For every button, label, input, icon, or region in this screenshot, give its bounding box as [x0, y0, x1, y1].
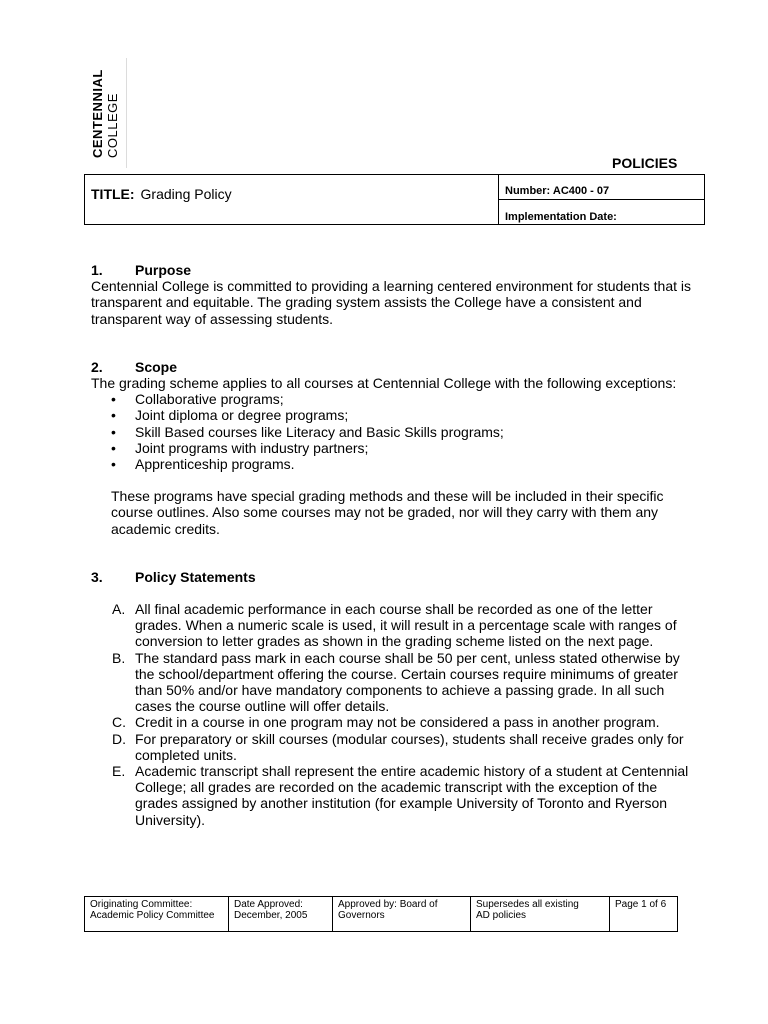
- item-marker: A.: [112, 601, 126, 618]
- list-item: [91, 601, 691, 650]
- document-category: POLICIES: [612, 155, 678, 171]
- implementation-date: Implementation Date:: [505, 211, 617, 223]
- logo-line-centennial: CENTENNIAL: [90, 69, 105, 158]
- section-title: Purpose: [135, 262, 192, 278]
- footer-cell-line: Approved by: Board of: [338, 899, 438, 910]
- section-heading-purpose: [91, 262, 691, 278]
- policy-statements-list: [91, 601, 691, 828]
- footer-cell-line: December, 2005: [234, 910, 308, 921]
- footer-cell-line: Governors: [338, 910, 385, 921]
- title-label: TITLE:: [91, 186, 135, 202]
- title-cell: [85, 175, 499, 224]
- footer-date-approved: [229, 897, 333, 931]
- section-title: Policy Statements: [135, 568, 256, 585]
- list-item: • Skill Based courses like Literacy and Basic Skills programs;: [91, 424, 691, 440]
- item-marker: D.: [112, 730, 126, 747]
- item-text: The standard pass mark in each course shall be 50 per cent, unless stated otherwise by the school/department offering the course. Certain courses require minimums of greater than 50% and/or have mandatory components to achieve a passing grade. In all such cases the course outline will offer details.: [135, 649, 680, 715]
- footer-cell-line: Supersedes all existing: [476, 899, 579, 910]
- list-item: • Apprenticeship programs.: [91, 456, 691, 472]
- section-number: 1.: [91, 262, 103, 278]
- purpose-text: Centennial College is committed to providing a learning centered environment for students that is transparent and equitable. The grading system assists the College have a consistent and transparent way of assessing students.: [91, 278, 691, 327]
- item-text: Credit in a course in one program may not be considered a pass in another program.: [135, 714, 660, 731]
- footer-table: [84, 896, 678, 932]
- section-number: 3.: [91, 568, 103, 585]
- footer-supersedes: [471, 897, 610, 931]
- footer-cell-line: Originating Committee:: [90, 899, 193, 910]
- section-number: 2.: [91, 358, 103, 375]
- section-heading-policy: [91, 569, 691, 585]
- item-marker: C.: [112, 714, 126, 731]
- number-cell: [499, 175, 704, 200]
- footer-cell-line: AD policies: [476, 910, 527, 921]
- title-table: [84, 174, 705, 225]
- section-title: Scope: [135, 358, 178, 375]
- footer-cell-line: Page 1 of 6: [615, 899, 667, 910]
- list-item: • Joint programs with industry partners;: [91, 440, 691, 456]
- title-value: Grading Policy: [140, 186, 232, 202]
- section-heading-scope: [91, 359, 691, 375]
- footer-page-number: [610, 897, 677, 931]
- scope-note: These programs have special grading methods and these will be included in their specific course outlines. Also some courses may not be graded, nor will they carry with them any academic credits.: [111, 488, 664, 537]
- document-title: [91, 186, 232, 202]
- implementation-cell: [499, 200, 704, 224]
- list-item: • Joint diploma or degree programs;: [91, 407, 691, 423]
- item-text: All final academic performance in each course shall be recorded as one of the letter grades. When a numeric scale is used, it will result in a percentage scale with ranges of conversion to letter grades as shown in the grading scheme listed on the next page.: [135, 601, 677, 650]
- document-body: [91, 262, 691, 828]
- scope-intro: The grading scheme applies to all courses at Centennial College with the following exceptions:: [91, 375, 677, 392]
- footer-cell-line: Date Approved:: [234, 899, 303, 910]
- footer-approved-by: [333, 897, 471, 931]
- item-text: Academic transcript shall represent the entire academic history of a student at Centennial College; all grades are recorded on the academic transcript with the exception of the grades assigned by another institution (for example University of Toronto and Ryerson University).: [135, 763, 689, 828]
- item-text: For preparatory or skill courses (modular courses), students shall receive grades only for completed units.: [135, 730, 684, 763]
- list-item: [91, 731, 691, 763]
- list-item: [91, 714, 691, 730]
- college-logo: [86, 58, 127, 168]
- footer-originating-committee: [85, 897, 229, 931]
- list-item: • Collaborative programs;: [91, 391, 691, 407]
- logo-wordmark: [90, 58, 122, 158]
- list-item: [91, 763, 691, 828]
- item-marker: E.: [112, 763, 126, 780]
- scope-exceptions-list: [91, 391, 691, 472]
- logo-line-college: COLLEGE: [105, 93, 120, 158]
- item-marker: B.: [112, 649, 126, 666]
- footer-cell-line: Academic Policy Committee: [90, 910, 215, 921]
- policy-number: Number: AC400 - 07: [505, 185, 610, 197]
- list-item: [91, 650, 691, 715]
